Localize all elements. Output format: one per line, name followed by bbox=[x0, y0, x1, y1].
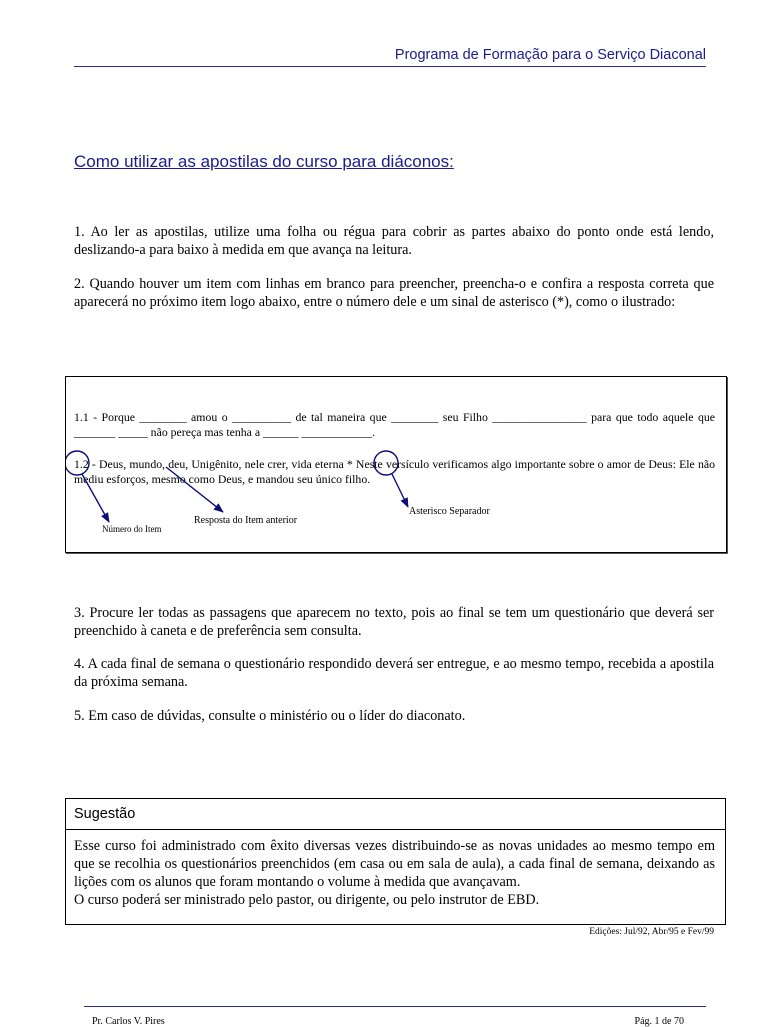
footer-divider bbox=[84, 1006, 706, 1007]
suggestion-text-line-2: O curso poderá ser ministrado pelo pastor, ou dirigente, ou pelo instrutor de EBD. bbox=[74, 892, 540, 908]
editions-note: Edições: Jul/92, Abr/95 e Fev/99 bbox=[589, 927, 714, 937]
suggestion-title: Sugestão bbox=[74, 806, 136, 822]
label-asterisk-separator: Asterisco Separador bbox=[409, 506, 490, 517]
suggestion-text-line-1: Esse curso foi administrado com êxito diversas vezes distribuindo-se as novas unidades ao mesmo tempo em que se recolhia os questionários preenchidos (em casa ou em sala de aula), a cada final de semana, deixando as lições com os alunos que foram montando o volume à medida que avançavam. bbox=[74, 838, 715, 890]
asterisk-circle-icon bbox=[374, 451, 398, 475]
label-previous-answer: Resposta do Item anterior bbox=[194, 515, 298, 526]
example-item-commentary: * Neste versículo verificamos algo importante sobre o amor de Deus: Ele não mediu esforços, mesmo como Deus, e mandou seu único filho. bbox=[74, 457, 715, 486]
header-divider bbox=[74, 66, 706, 67]
instruction-4: 4. A cada final de semana o questionário respondido deverá ser entregue, e ao mesmo tempo, recebida a apostila da próxima semana. bbox=[74, 656, 714, 690]
instruction-1: 1. Ao ler as apostilas, utilize uma folha ou régua para cobrir as partes abaixo do ponto onde está lendo, deslizando-a para baixo à medida em que avança na leitura. bbox=[74, 224, 714, 258]
annotation-arrows bbox=[66, 377, 726, 552]
arrow-previous-answer bbox=[166, 467, 223, 512]
instruction-3: 3. Procure ler todas as passagens que aparecem no texto, pois ao final se tem um questionário que deverá ser preenchido à caneta e de preferência sem consulta. bbox=[74, 605, 714, 639]
instruction-5: 5. Em caso de dúvidas, consulte o ministério ou o líder do diaconato. bbox=[74, 708, 466, 724]
suggestion-divider bbox=[66, 829, 725, 830]
header-title: Programa de Formação para o Serviço Diaconal bbox=[394, 47, 706, 63]
footer-author: Pr. Carlos V. Pires bbox=[92, 1016, 165, 1027]
footer-page-number: Pág. 1 de 70 bbox=[634, 1016, 684, 1027]
example-item-1: 1.1 - Porque ________ amou o __________ de tal maneira que ________ seu Filho ________________ para que todo aquele que _______ _____ não pereça mas tenha a ______ ____________. bbox=[74, 410, 715, 439]
suggestion-box bbox=[65, 798, 726, 925]
example-box bbox=[65, 376, 727, 553]
suggestion-text bbox=[74, 837, 715, 909]
arrow-asterisk bbox=[392, 474, 408, 507]
example-item-number: 1.2 bbox=[74, 457, 89, 471]
item-number-circle-icon bbox=[66, 451, 89, 475]
example-item-answer: - Deus, mundo, deu, Unigênito, nele crer, vida eterna bbox=[88, 457, 344, 471]
label-item-number: Número do Item bbox=[102, 524, 162, 534]
section-title: Como utilizar as apostilas do curso para diáconos: bbox=[74, 152, 454, 171]
instruction-2: 2. Quando houver um item com linhas em branco para preencher, preencha-o e confira a resposta correta que aparecerá no próximo item logo abaixo, entre o número dele e um sinal de asterisco (*), como o ilustrado: bbox=[74, 276, 714, 310]
arrow-item-number bbox=[82, 474, 109, 522]
